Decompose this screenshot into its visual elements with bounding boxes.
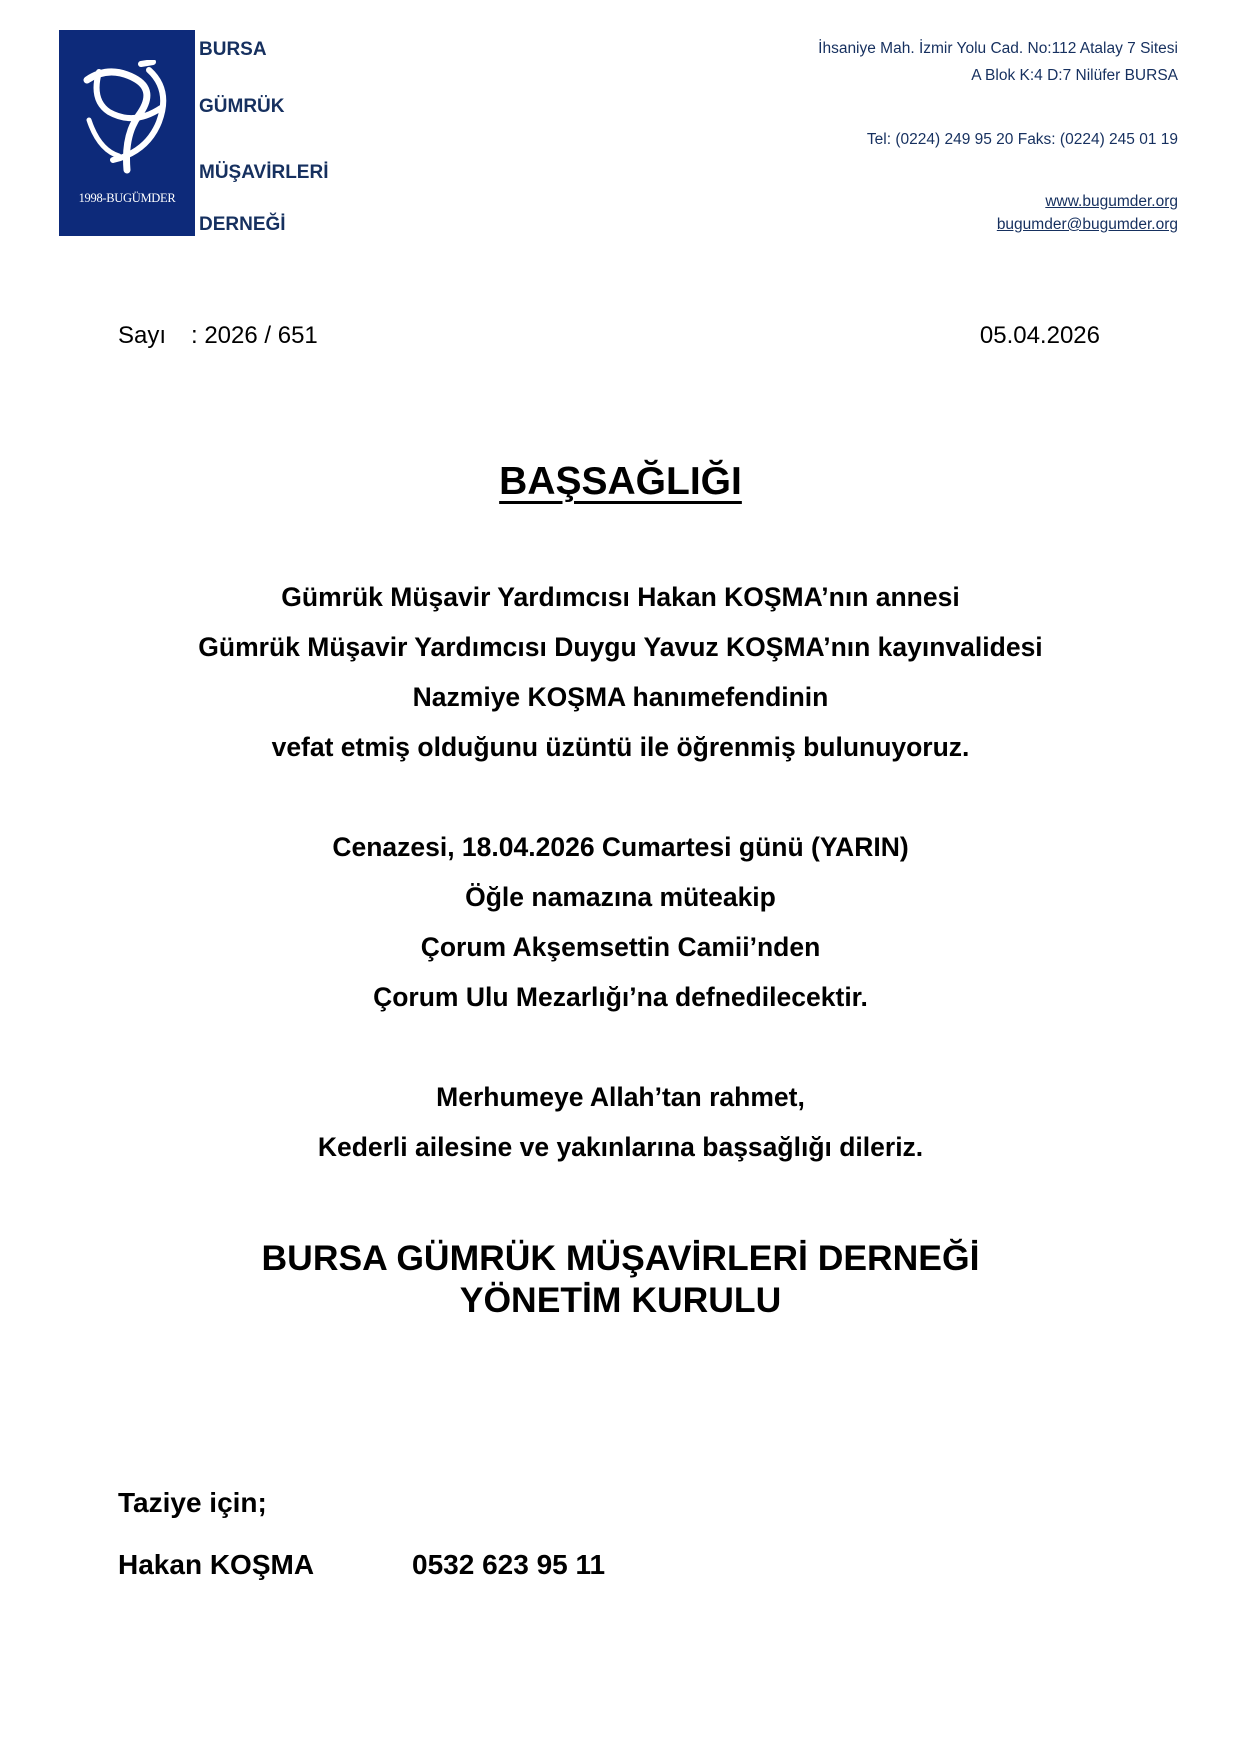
body-line: Gümrük Müşavir Yardımcısı Duygu Yavuz KOŞMA’nın kayınvalidesi bbox=[198, 632, 1043, 662]
logo-emblem-icon bbox=[79, 60, 175, 180]
email-link[interactable]: bugumder@bugumder.org bbox=[996, 216, 1178, 233]
org-name-line-4: DERNEĞİ bbox=[199, 214, 286, 235]
body-line: Öğle namazına müteakip bbox=[465, 882, 776, 912]
body-line: Gümrük Müşavir Yardımcısı Hakan KOŞMA’nın annesi bbox=[281, 582, 960, 612]
reference-label: Sayı bbox=[118, 322, 167, 349]
address-line-1: İhsaniye Mah. İzmir Yolu Cad. No:112 Atalay 7 Sitesi bbox=[818, 40, 1178, 57]
condolence-contact-phone: 0532 623 95 11 bbox=[412, 1549, 606, 1580]
logo-caption: 1998-BUGÜMDER bbox=[78, 191, 176, 205]
body-line: Merhumeye Allah’tan rahmet, bbox=[436, 1082, 805, 1112]
condolence-label: Taziye için; bbox=[118, 1487, 267, 1518]
website-link[interactable]: www.bugumder.org bbox=[1045, 193, 1178, 210]
org-name-line-1: BURSA bbox=[199, 39, 267, 60]
org-name-line-2: GÜMRÜK bbox=[199, 96, 285, 117]
association-logo bbox=[59, 30, 195, 236]
page-title: BAŞSAĞLIĞI bbox=[499, 460, 742, 503]
body-line: Çorum Ulu Mezarlığı’na defnedilecektir. bbox=[373, 982, 868, 1012]
document-date: 05.04.2026 bbox=[979, 322, 1100, 349]
body-line: Çorum Akşemsettin Camii’nden bbox=[420, 932, 821, 962]
signature-org: BURSA GÜMRÜK MÜŞAVİRLERİ DERNEĞİ bbox=[261, 1238, 980, 1278]
condolence-contact-name: Hakan KOŞMA bbox=[118, 1549, 315, 1580]
body-line: vefat etmiş olduğunu üzüntü ile öğrenmiş bulunuyoruz. bbox=[271, 732, 970, 762]
address-line-2: A Blok K:4 D:7 Nilüfer BURSA bbox=[971, 67, 1178, 84]
reference-number: : 2026 / 651 bbox=[191, 322, 318, 349]
phone-fax: Tel: (0224) 249 95 20 Faks: (0224) 245 01 19 bbox=[866, 131, 1178, 148]
org-name-line-3: MÜŞAVİRLERİ bbox=[199, 162, 329, 183]
signature-board: YÖNETİM KURULU bbox=[459, 1280, 782, 1320]
body-line: Nazmiye KOŞMA hanımefendinin bbox=[412, 682, 829, 712]
body-line: Kederli ailesine ve yakınlarına başsağlığı dileriz. bbox=[317, 1132, 924, 1162]
body-line: Cenazesi, 18.04.2026 Cumartesi günü (YARIN) bbox=[332, 832, 909, 862]
